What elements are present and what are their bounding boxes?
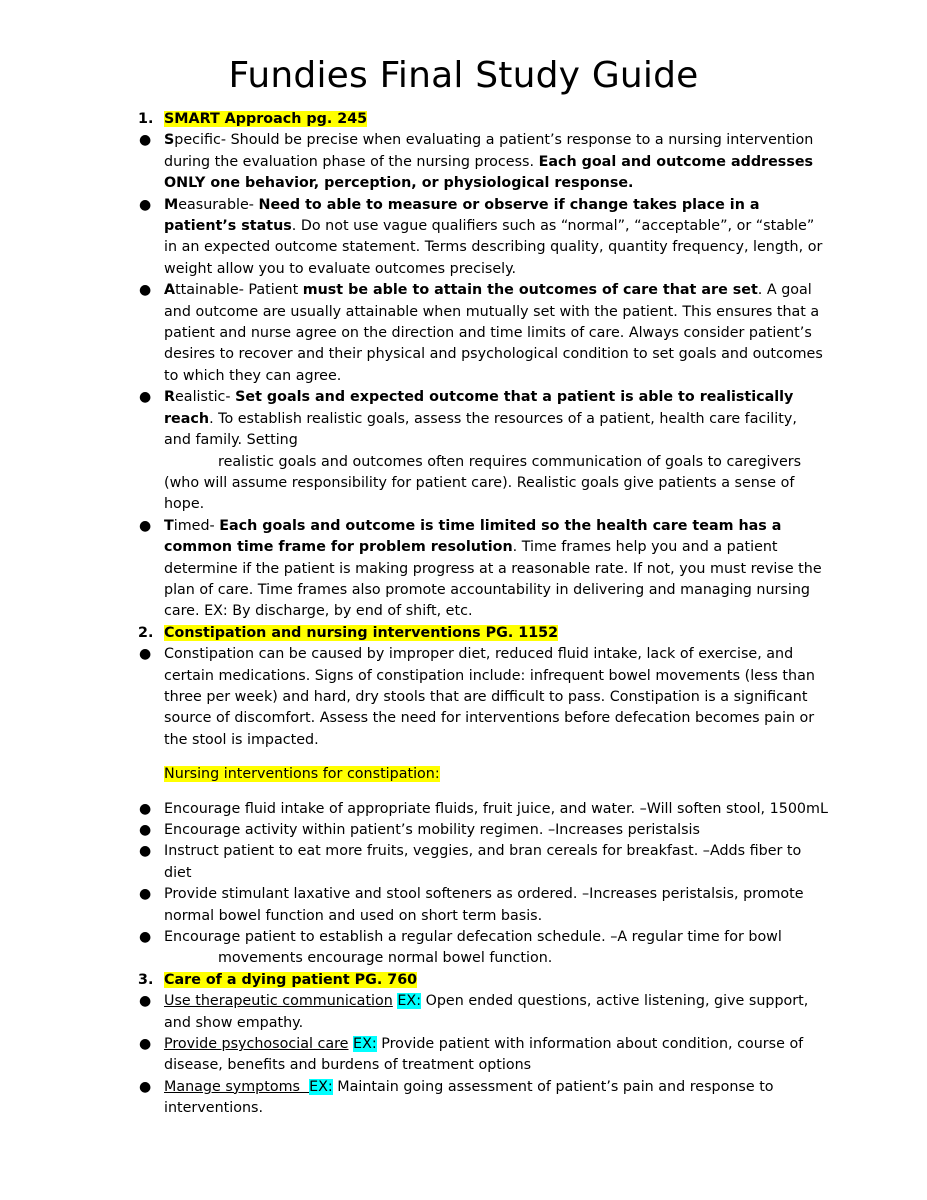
section-heading: Care of a dying patient PG. 760 <box>164 971 418 988</box>
section-heading: SMART Approach pg. 245 <box>164 111 368 127</box>
item-text: imed- <box>173 517 220 534</box>
acronym-letter: M <box>164 196 179 213</box>
bullet: ● <box>139 993 152 1010</box>
item-text: pecific- Should be precise when evaluating a patient’s response to a nursing intervention during the evaluation phase of the nursing process. <box>164 132 814 170</box>
item-text: ealistic- <box>175 389 236 406</box>
bullet: ● <box>139 843 152 860</box>
item-text: Open ended questions, active listening, give support, and show empathy. <box>164 993 809 1031</box>
bullet: ● <box>139 929 152 946</box>
list-item-psychosocial-care <box>138 1034 828 1077</box>
list-item <box>138 820 828 841</box>
list-number: 2. <box>138 624 154 641</box>
interventions-subheading-row <box>138 764 828 785</box>
bullet: ● <box>139 517 152 534</box>
document-body <box>138 109 828 1120</box>
item-text: movements encourage normal bowel function. <box>218 950 553 967</box>
acronym-letter: S <box>164 132 175 149</box>
bullet: ● <box>139 196 152 213</box>
list-item <box>138 884 828 927</box>
list-item-therapeutic-communication <box>138 991 828 1034</box>
bullet: ● <box>139 132 152 149</box>
item-text: Instruct patient to eat more fruits, veggies, and bran cereals for breakfast. –Adds fiber to diet <box>164 843 802 881</box>
item-label: Manage symptoms <box>164 1078 310 1095</box>
item-text: ttainable- Patient <box>175 282 303 299</box>
example-tag: EX: <box>353 1036 377 1053</box>
item-text: Encourage patient to establish a regular defecation schedule. –A regular time for bowl <box>164 929 782 946</box>
list-number: 3. <box>138 971 154 988</box>
section-1-heading <box>138 109 828 130</box>
bullet: ● <box>139 389 152 406</box>
example-tag: EX: <box>309 1078 333 1095</box>
bullet: ● <box>139 1036 152 1053</box>
item-text: Maintain going assessment of patient’s pain and response to interventions. <box>164 1078 774 1117</box>
bullet: ● <box>139 646 152 663</box>
bullet: ● <box>139 886 152 903</box>
bullet: ● <box>139 800 152 817</box>
item-text: . A goal and outcome are usually attainable when mutually set with the patient. This ensures that a patient and nurse agree on the direction and time limits of care. Always consider patient’s desires to recover and their physical and psychological condition to set goals and outcomes to which they can agree. <box>164 282 823 384</box>
item-text: Provide patient with information about condition, course of disease, benefits and burdens of treatment options <box>164 1036 804 1074</box>
section-3-heading <box>138 970 828 991</box>
list-item <box>138 799 828 820</box>
list-item-realistic <box>138 387 828 515</box>
item-bold-text: Need to able to measure or observe if change takes place in a patient’s status <box>164 196 760 235</box>
item-bold-text: Set goals and expected outcome that a patient is able to realistically reach <box>164 389 794 427</box>
item-text: . To establish realistic goals, assess the resources of a patient, health care facility, and family. Setting <box>164 410 797 449</box>
acronym-letter: T <box>164 517 174 534</box>
item-bold-text: Each goal and outcome addresses ONLY one behavior, perception, or physiological response. <box>164 153 814 192</box>
section-heading: Constipation and nursing interventions PG. 1152 <box>164 624 559 641</box>
list-item-measurable <box>138 195 828 281</box>
item-text: Provide stimulant laxative and stool softeners as ordered. –Increases peristalsis, promote normal bowel function and used on short term basis. <box>164 886 804 924</box>
item-bold-text: Each goals and outcome is time limited so the health care team has a common time frame for problem resolution <box>164 517 782 556</box>
item-label: Use therapeutic communication <box>164 993 393 1010</box>
item-text: Encourage fluid intake of appropriate fluids, fruit juice, and water. –Will soften stool, 1500mL <box>164 800 828 817</box>
example-tag: EX: <box>397 993 422 1010</box>
list-item-specific <box>138 130 828 194</box>
list-item-timed <box>138 516 828 623</box>
interventions-subheading: Nursing interventions for constipation: <box>164 766 440 783</box>
list-item <box>138 927 828 970</box>
list-item-constipation-intro <box>138 644 828 751</box>
item-bold-text: must be able to attain the outcomes of care that are set <box>302 282 758 299</box>
list-item-attainable <box>138 280 828 387</box>
item-text: . Time frames help you and a patient determine if the patient is making progress at a reasonable rate. If not, you must revise the plan of care. Time frames also promote accountability in delivering and managing nursing care. EX: By discharge, by end of shift, etc. <box>164 539 822 620</box>
item-text: realistic goals and outcomes often requires communication of goals to caregivers (who will assume responsibility for patient care). Realistic goals give patients a sense of hope. <box>164 453 802 513</box>
page-title: Fundies Final Study Guide <box>228 55 699 96</box>
item-text: . Do not use vague qualifiers such as “normal”, “acceptable”, or “stable” in an expected outcome statement. Terms describing quality, quantity frequency, length, or weight allow you to evaluate outcomes precisely. <box>164 218 823 277</box>
bullet: ● <box>139 822 152 838</box>
bullet: ● <box>139 282 152 299</box>
acronym-letter: A <box>164 282 176 299</box>
item-text: easurable- <box>178 196 259 213</box>
list-item <box>138 841 828 884</box>
item-label: Provide psychosocial care <box>164 1036 349 1053</box>
acronym-letter: R <box>164 389 176 406</box>
list-item-manage-symptoms <box>138 1077 828 1120</box>
bullet: ● <box>139 1078 152 1095</box>
item-text: Encourage activity within patient’s mobility regimen. –Increases peristalsis <box>164 822 700 838</box>
list-number: 1. <box>138 111 154 127</box>
item-text: Constipation can be caused by improper diet, reduced fluid intake, lack of exercise, and certain medications. Signs of constipation include: infrequent bowel movements (less than three per week) and hard, dry stools that are difficult to pass. Constipation is a significant source of discomfort. Assess the need for interventions before defecation becomes pain or the stool is impacted. <box>164 646 815 748</box>
section-2-heading <box>138 623 828 644</box>
